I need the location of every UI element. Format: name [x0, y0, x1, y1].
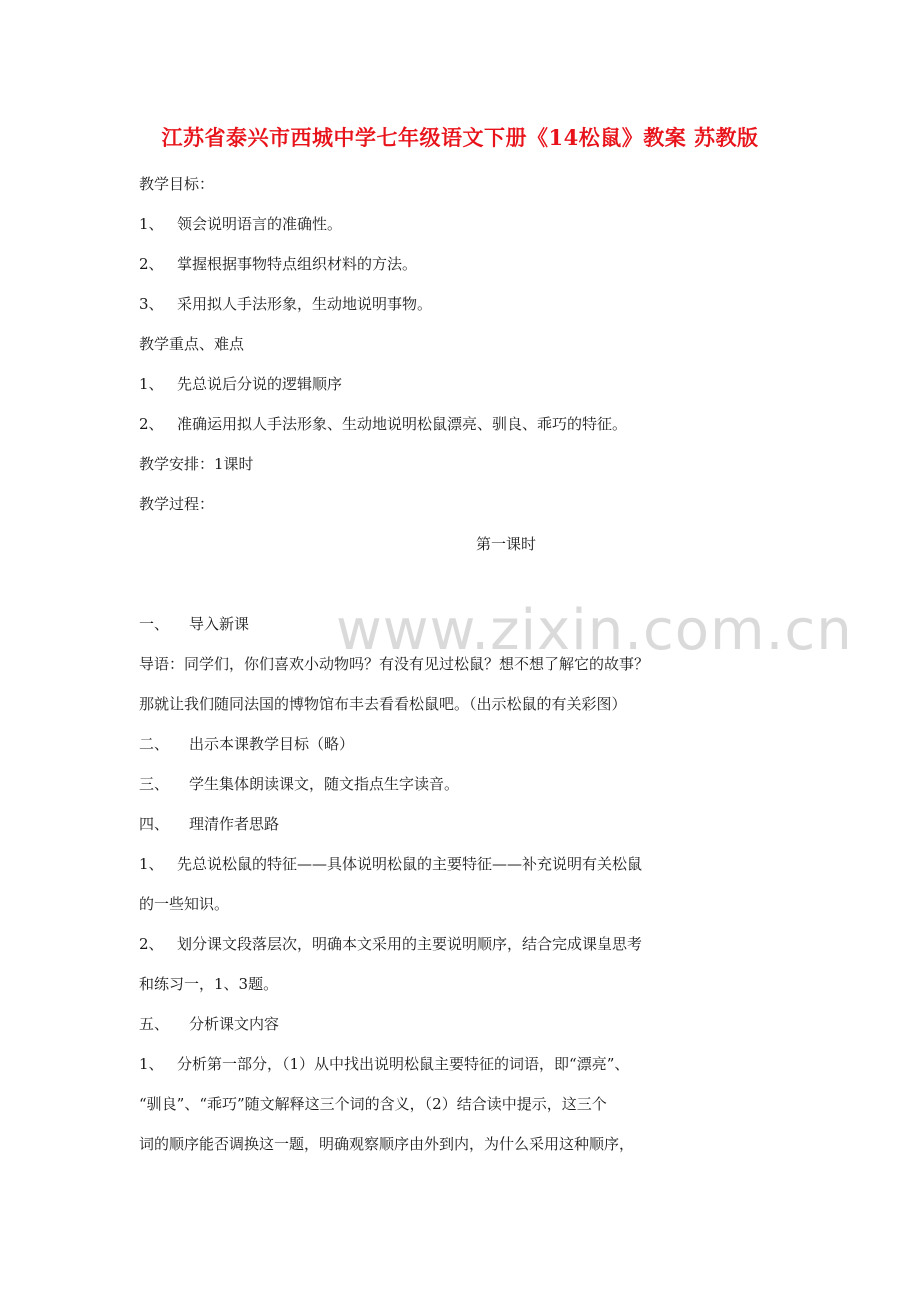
lesson-period-heading: 第一课时	[475, 535, 536, 553]
step-5-item-1-line-1: 1、 分析第一部分，（1）从中找出说明松鼠主要特征的词语，即“漂亮”、	[139, 1055, 630, 1073]
step-4-item-2-line-1: 2、 划分课文段落层次，明确本文采用的主要说明顺序，结合完成课皇思考	[139, 935, 643, 953]
step-5-item-1-line-3: 词的顺序能否调换这一题，明确观察顺序由外到内，为什么采用这种顺序，	[139, 1135, 635, 1153]
step-1: 一、 导入新课	[139, 615, 250, 633]
intro-paragraph-line-1: 导语：同学们，你们喜欢小动物吗？有没有见过松鼠？想不想了解它的故事？	[139, 655, 650, 673]
schedule-line: 教学安排：1课时	[139, 455, 254, 473]
step-4: 四、 理清作者思路	[139, 815, 280, 833]
step-5-item-1-line-2: “驯良”、“乖巧”随文解释这三个词的含义，（2）结合读中提示，这三个	[139, 1095, 607, 1113]
step-4-item-1-line-1: 1、 先总说松鼠的特征——具体说明松鼠的主要特征——补充说明有关松鼠	[139, 855, 643, 873]
document-title: 江苏省泰兴市西城中学七年级语文下册《14松鼠》教案 苏教版	[161, 125, 759, 150]
intro-paragraph-line-2: 那就让我们随同法国的博物馆布丰去看看松鼠吧。（出示松鼠的有关彩图）	[139, 695, 627, 713]
goal-item-1: 1、 领会说明语言的准确性。	[139, 215, 343, 233]
watermark: www.zixin.com.cn	[336, 598, 853, 663]
section-heading-focus: 教学重点、难点	[139, 335, 245, 353]
step-4-item-1-line-2: 的一些知识。	[139, 895, 230, 913]
focus-item-2: 2、 准确运用拟人手法形象、生动地说明松鼠漂亮、驯良、乖巧的特征。	[139, 415, 628, 433]
goal-item-2: 2、 掌握根据事物特点组织材料的方法。	[139, 255, 418, 273]
step-2: 二、 出示本课教学目标（略）	[139, 735, 355, 753]
section-heading-process: 教学过程：	[139, 495, 215, 513]
focus-item-1: 1、 先总说后分说的逻辑顺序	[139, 375, 343, 393]
goal-item-3: 3、 采用拟人手法形象，生动地说明事物。	[139, 295, 433, 313]
step-4-item-2-line-2: 和练习一，1、3题。	[139, 975, 279, 993]
step-5: 五、 分析课文内容	[139, 1015, 280, 1033]
step-3: 三、 学生集体朗读课文，随文指点生字读音。	[139, 775, 460, 793]
section-heading-goals: 教学目标：	[139, 175, 215, 193]
